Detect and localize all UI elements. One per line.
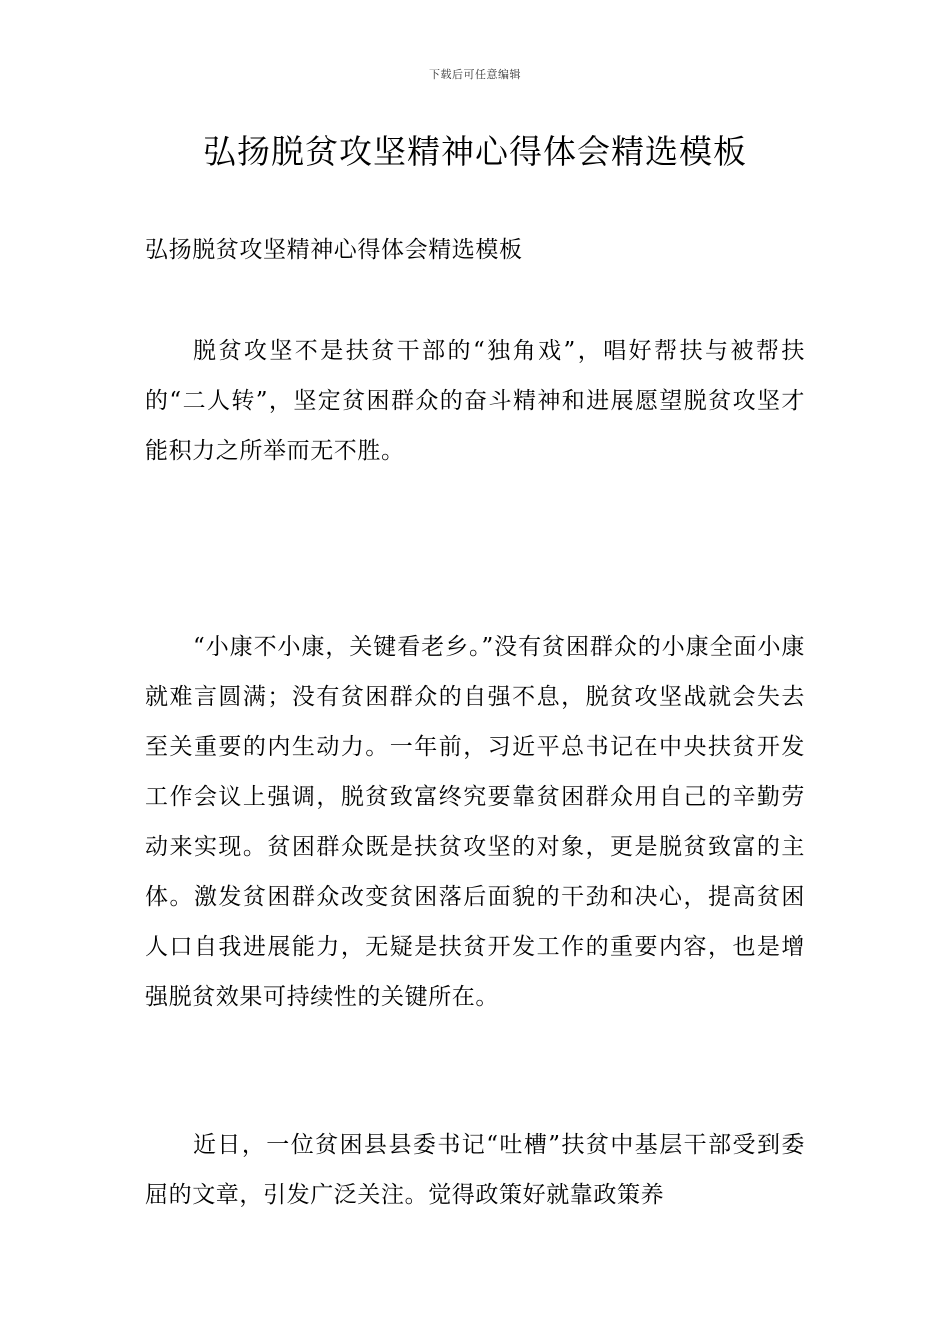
paragraph-1: 脱贫攻坚不是扶贫干部的“独角戏”，唱好帮扶与被帮扶的“二人转”，坚定贫困群众的奋斗精神和进展愿望脱贫攻坚才能积力之所举而无不胜。 <box>145 338 805 464</box>
document-subtitle: 弘扬脱贫攻坚精神心得体会精选模板 <box>145 237 523 263</box>
document-title: 弘扬脱贫攻坚精神心得体会精选模板 <box>203 132 747 171</box>
header-note: 下载后可任意编辑 <box>429 68 521 81</box>
paragraph-2: “小康不小康，关键看老乡。”没有贫困群众的小康全面小康就难言圆满；没有贫困群众的自强不息，脱贫攻坚战就会失去至关重要的内生动力。一年前，习近平总书记在中央扶贫开发工作会议上强调，脱贫致富终究要靠贫困群众用自己的辛勤劳动来实现。贫困群众既是扶贫攻坚的对象，更是脱贫致富的主体。激发贫困群众改变贫困落后面貌的干劲和决心，提高贫困人口自我进展能力，无疑是扶贫开发工作的重要内容，也是增强脱贫效果可持续性的关键所在。 <box>145 634 805 1010</box>
paragraph-3: 近日，一位贫困县县委书记“吐槽”扶贫中基层干部受到委屈的文章，引发广泛关注。觉得政策好就靠政策养 <box>145 1132 805 1208</box>
